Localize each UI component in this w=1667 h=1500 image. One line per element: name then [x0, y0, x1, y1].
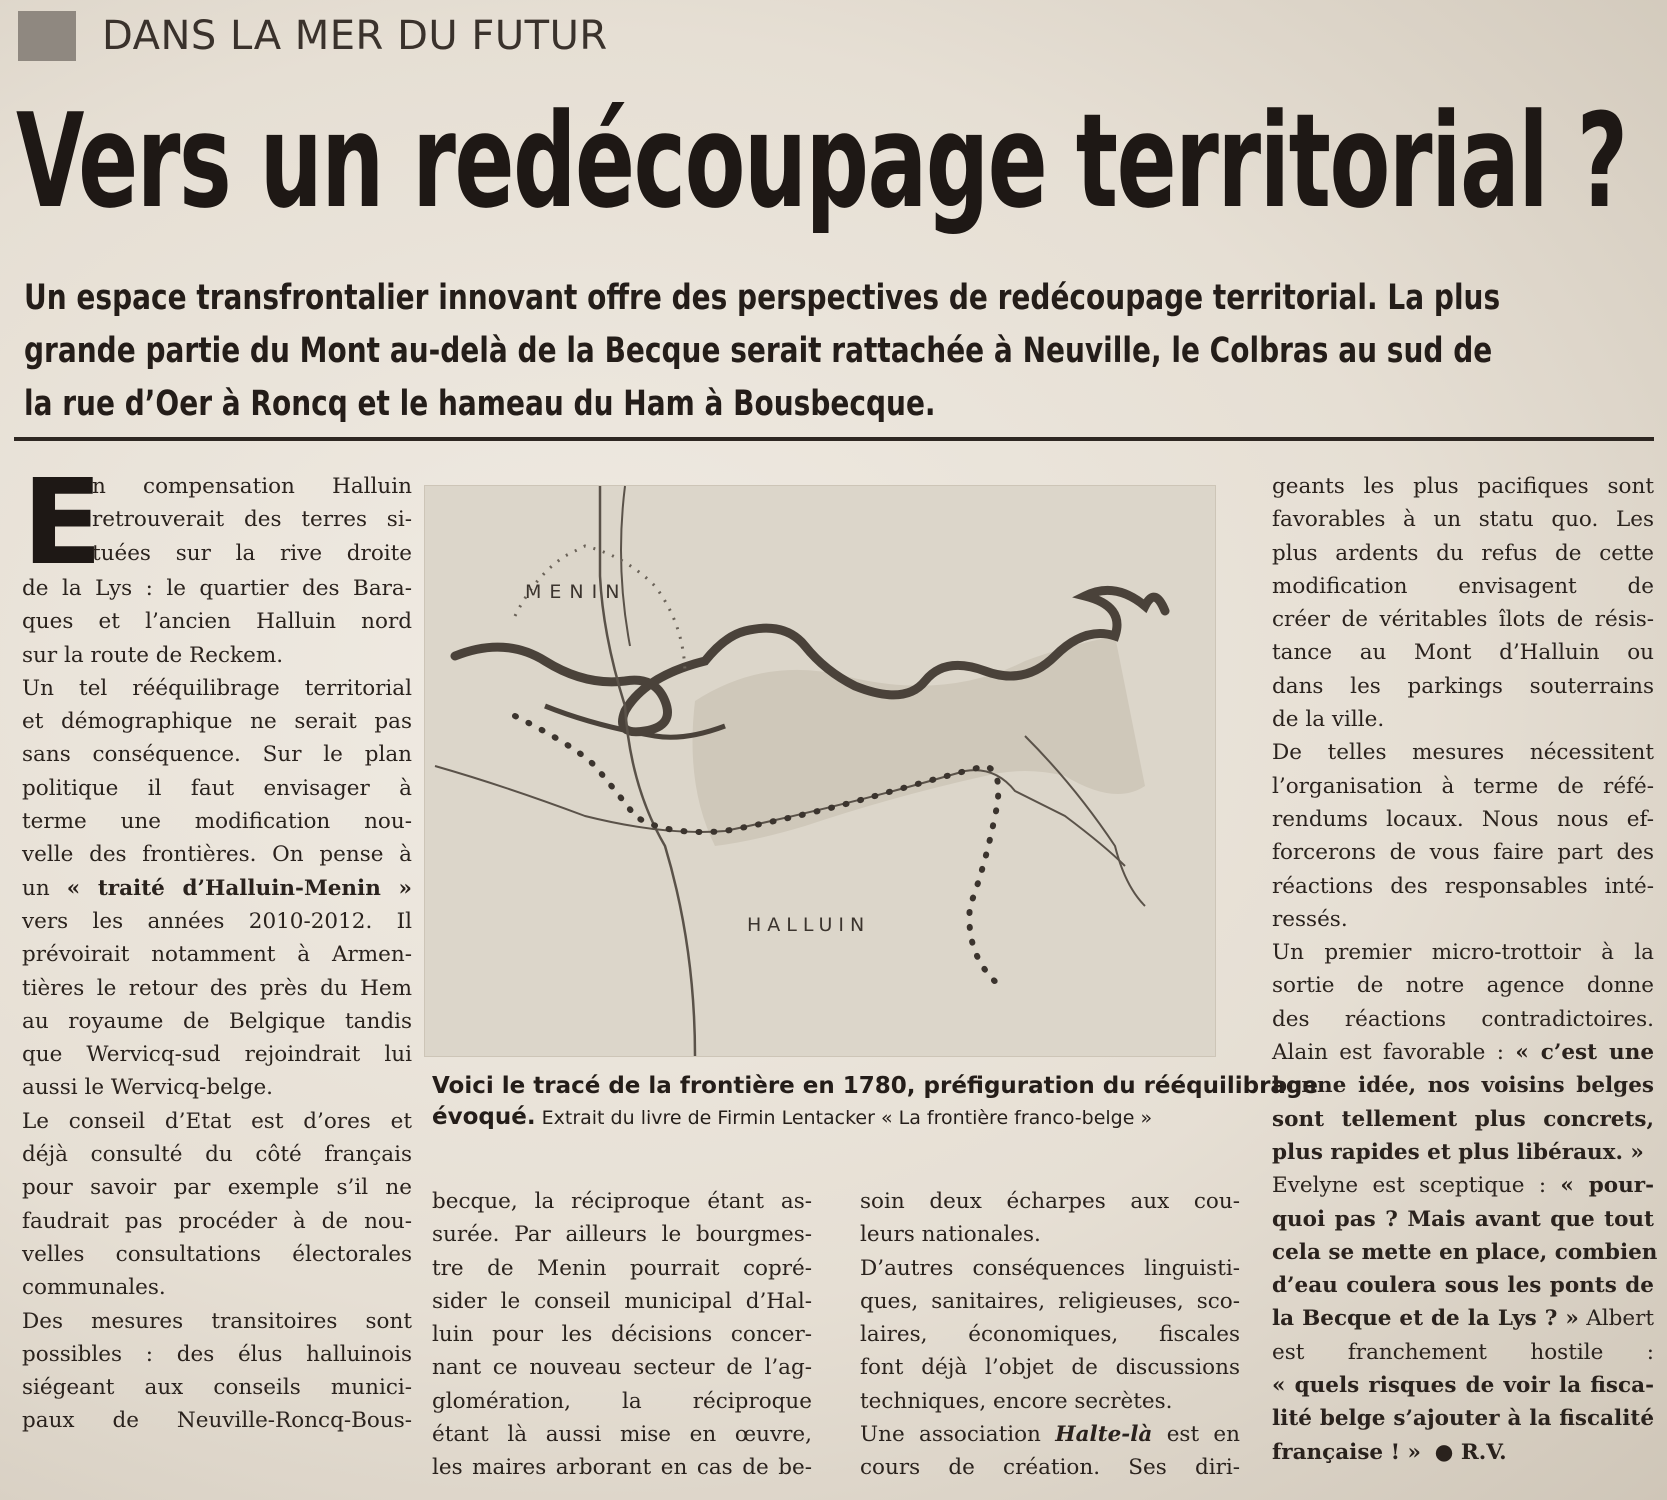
quote-line: lité belge s’ajouter à la fiscalité — [1272, 1406, 1654, 1432]
text-line: ques et l’ancien Halluin nord — [22, 609, 412, 635]
quote-line: plus rapides et plus libéraux. » — [1272, 1139, 1644, 1165]
quote-alain: « c’est une — [1515, 1040, 1654, 1066]
quote-line: d’eau coulera sous les ponts de — [1272, 1273, 1654, 1299]
caption-credit: Extrait du livre de Firmin Lentacker « La frontière franco-belge » — [541, 1107, 1153, 1129]
text-line: tre de Menin pourrait copré- — [432, 1255, 812, 1281]
text-line — [1272, 1436, 1654, 1469]
text-line: modification envisagent de — [1272, 573, 1654, 599]
text-line: au royaume de Belgique tandis — [22, 1008, 412, 1034]
text-line: est franchement hostile : — [1272, 1339, 1654, 1365]
text-line: de la Lys : le quartier des Bara- — [22, 576, 412, 601]
deck-rule — [14, 437, 1654, 441]
text-line: tuées sur la rive droite — [92, 540, 412, 566]
text-line: vers les années 2010-2012. Il — [22, 908, 412, 934]
deck-line: Un espace transfrontalier innovant offre des perspectives de redécoupage territorial. La plus — [24, 278, 1501, 318]
article-column-2 — [432, 1185, 812, 1485]
kicker-text: DANS LA MER DU FUTUR — [102, 13, 608, 59]
map-caption — [432, 1070, 1318, 1133]
text-line: D’autres conséquences linguisti- — [860, 1255, 1240, 1281]
text-line: De telles mesures nécessitent — [1272, 740, 1654, 766]
text-line: leurs nationales. — [860, 1222, 1041, 1248]
text-line: l’organisation à terme de réfé- — [1272, 773, 1654, 799]
article-column-3 — [860, 1185, 1240, 1485]
text-line: sider le conseil municipal d’Hal- — [432, 1288, 812, 1314]
road — [621, 486, 630, 646]
text-fragment: Alain est favorable : — [1272, 1040, 1504, 1066]
text-fragment: Une association — [860, 1422, 1041, 1448]
text-line: velles consultations électorales — [22, 1241, 412, 1267]
quote-evelyne: « pour- — [1560, 1173, 1654, 1199]
shaded-territory — [693, 636, 1146, 846]
paragraph-2 — [22, 672, 412, 1105]
text-line — [1272, 1302, 1654, 1335]
text-line: soin deux écharpes aux cou- — [860, 1189, 1240, 1214]
text-line: forcerons de vous faire part des — [1272, 840, 1654, 866]
caption-bold-line: Voici le tracé de la frontière en 1780, préfiguration du rééquilibrage — [432, 1073, 1318, 1099]
text-line: techniques, encore secrètes. — [860, 1388, 1173, 1414]
text-line — [22, 872, 412, 905]
text-line: communales. — [22, 1275, 166, 1301]
map-label-halluin: HALLUIN — [747, 914, 871, 936]
quote-line: française ! » — [1272, 1439, 1421, 1465]
map-drawing — [425, 486, 1215, 1056]
text-line: que Wervicq-sud rejoindrait lui — [22, 1042, 412, 1068]
association-name: Halte-là — [1055, 1422, 1153, 1448]
quote-line: sont tellement plus concrets, — [1272, 1106, 1654, 1132]
paragraph-4 — [22, 1305, 412, 1438]
text-line: luin pour les décisions concer- — [432, 1322, 812, 1348]
text-line: glomération, la réciproque — [432, 1388, 812, 1414]
text-line: créer de véritables îlots de résis- — [1272, 607, 1654, 633]
historical-border-map — [424, 485, 1216, 1057]
text-line: prévoirait notamment à Armen- — [22, 942, 412, 968]
text-fragment: Albert — [1586, 1306, 1654, 1332]
author-signature: ● R.V. — [1434, 1439, 1507, 1465]
text-line: geants les plus pacifiques sont — [1272, 474, 1654, 499]
text-line: paux de Neuville-Roncq-Bous- — [22, 1408, 412, 1434]
kicker — [18, 6, 608, 66]
text-line: cours de création. Ses diri- — [860, 1455, 1240, 1481]
text-line: favorables à un statu quo. Les — [1272, 507, 1654, 533]
text-line: les maires arborant en cas de be- — [432, 1455, 812, 1481]
text-line: et démographique ne serait pas — [22, 709, 412, 735]
text-line: Un premier micro-trottoir à la — [1272, 940, 1654, 966]
text-line: Des mesures transitoires sont — [22, 1308, 412, 1334]
text-line: réactions des responsables inté- — [1272, 873, 1654, 899]
text-line — [1272, 1169, 1654, 1202]
paragraph-3 — [22, 1105, 412, 1305]
text-line: aussi le Wervicq-belge. — [22, 1075, 273, 1101]
text-line: rendums locaux. Nous nous ef- — [1272, 806, 1654, 832]
text-line: possibles : des élus halluinois — [22, 1341, 412, 1367]
text-line: surée. Par ailleurs le bourgmes- — [432, 1222, 812, 1248]
text-line: font déjà l’objet de discussions — [860, 1355, 1240, 1381]
quote-line: la Becque et de la Lys ? » — [1272, 1306, 1579, 1332]
text-line: tance au Mont d’Halluin ou — [1272, 640, 1654, 666]
text-line: dans les parkings souterrains — [1272, 673, 1654, 699]
text-line: tières le retour des près du Hem — [22, 975, 412, 1001]
quote-line: quoi pas ? Mais avant que tout — [1272, 1206, 1654, 1232]
text-line: Un tel rééquilibrage territorial — [22, 675, 412, 701]
text-line: retrouverait des terres si- — [92, 507, 412, 533]
text-line: laires, économiques, fiscales — [860, 1322, 1240, 1348]
text-line — [1272, 1036, 1654, 1069]
kicker-square — [18, 11, 76, 61]
treaty-name: « traité d’Halluin-Menin » — [66, 875, 412, 901]
text-line: déjà consulté du côté français — [22, 1142, 412, 1168]
text-line: n compensation Halluin — [92, 474, 412, 499]
caption-bold-end: évoqué. — [432, 1104, 536, 1130]
text-line: Le conseil d’Etat est d’ores et — [22, 1108, 412, 1134]
text-line: des réactions contradictoires. — [1272, 1006, 1654, 1032]
text-line: étant là aussi mise en œuvre, — [432, 1422, 812, 1448]
north-south-road — [600, 486, 695, 1056]
deck-line: la rue d’Oer à Roncq et le hameau du Ham à Bousbecque. — [24, 384, 936, 424]
article-column-1 — [22, 453, 412, 1438]
text-line: de la ville. — [1272, 707, 1385, 733]
text-line: terme une modification nou- — [22, 809, 412, 835]
text-line: sur la route de Reckem. — [22, 642, 284, 668]
text-fragment: est en — [1166, 1422, 1241, 1448]
text-fragment: Evelyne est sceptique : — [1272, 1173, 1547, 1199]
text-line: ques, sanitaires, religieuses, sco- — [860, 1288, 1240, 1314]
text-fragment: un — [22, 875, 50, 901]
headline: Vers un redécoupage territorial ? — [16, 85, 1627, 237]
text-line: velle des frontières. On pense à — [22, 842, 412, 868]
text-line: siégeant aux conseils munici- — [22, 1375, 412, 1401]
article-column-4 — [1272, 470, 1658, 1469]
text-line: becque, la réciproque étant as- — [432, 1189, 812, 1214]
text-line — [860, 1418, 1240, 1451]
quote-line: cela se mette en place, combien — [1272, 1239, 1658, 1265]
text-line: politique il faut envisager à — [22, 775, 412, 801]
text-line: nant ce nouveau secteur de l’ag- — [432, 1355, 812, 1381]
text-line: ressés. — [1272, 906, 1348, 932]
text-line: sans conséquence. Sur le plan — [22, 742, 412, 768]
deck — [24, 272, 1624, 431]
quote-line: bonne idée, nos voisins belges — [1272, 1073, 1654, 1099]
caption-line — [432, 1102, 1212, 1133]
deck-line: grande partie du Mont au-delà de la Becque serait rattachée à Neuville, le Colbras au sud de — [24, 331, 1493, 371]
text-line: pour savoir par exemple s’il ne — [22, 1175, 412, 1201]
quote-line: « quels risques de voir la fisca- — [1272, 1373, 1654, 1399]
text-line: plus ardents du refus de cette — [1272, 540, 1654, 566]
text-line: sortie de notre agence donne — [1272, 973, 1654, 999]
drop-cap: E — [22, 453, 103, 591]
map-label-menin: MENIN — [525, 581, 628, 603]
text-line: faudrait pas procéder à de nou- — [22, 1208, 412, 1234]
